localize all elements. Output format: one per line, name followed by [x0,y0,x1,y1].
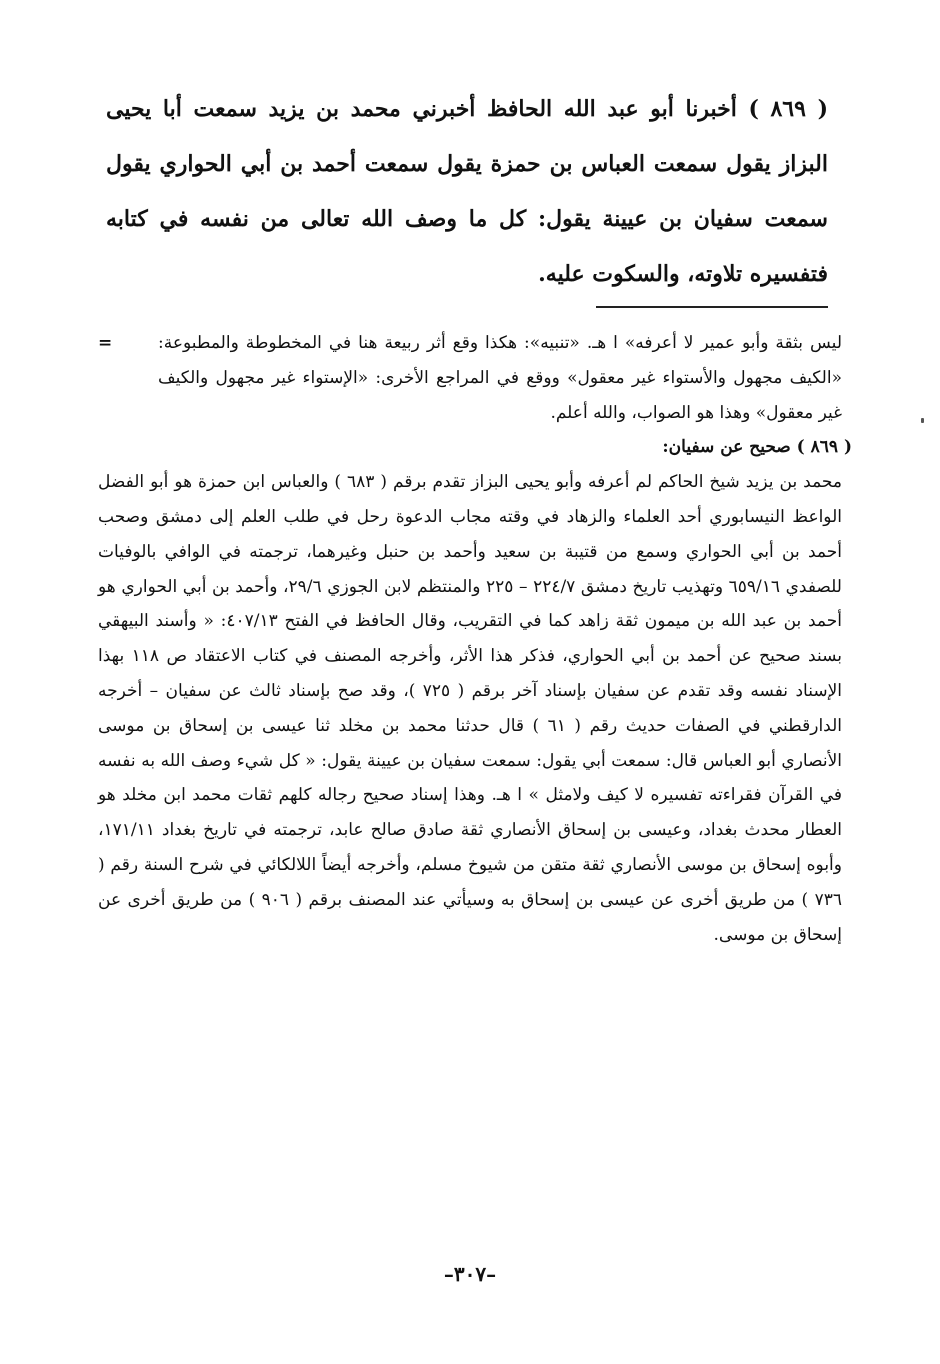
footnotes-section [98,326,852,952]
margin-mark [921,418,924,423]
continuation-text: ليس بثقة وأبو عمير لا أعرفه» ا هـ. «تنبيه»: هكذا وقع أثر ربيعة هنا في المخطوطة والمطبوعة: «الكيف مجهول والأستواء غير معقول» ووقع في المراجع الأخرى: «الإستواء غير مجهول والكيف غير معقول» وهذا هو الصواب، والله أعلم. [158,333,842,423]
main-paragraph-block [106,82,828,302]
continuation-mark: = [98,333,113,353]
footnote-continuation [98,326,842,430]
main-paragraph: ( ٨٦٩ ) أخبرنا أبو عبد الله الحافظ أخبرني محمد بن يزيد سمعت أبا يحيى البزاز يقول سمعت العباس بن حمزة يقول سمعت أحمد بن أبي الحواري يقول سمعت سفيان بن عيينة يقول: كل ما وصف الله تعالى من نفسه في كتابه فتفسيره تلاوته، والسكوت عليه. [106,96,828,287]
footnote-body: محمد بن يزيد شيخ الحاكم لم أعرفه وأبو يحيى البزاز تقدم برقم ( ٦٨٣ ) والعباس ابن حمزة هو أبو الفضل الواعظ النيسابوري أحد العلماء والزهاد في وقته مجاب الدعوة رحل في طلب العلم إلى دمشق وصحب أحمد بن أبي الحواري وسمع من قتيبة بن سعيد وأحمد بن حنبل وغيرهما، ترجمته في الوافي بالوفيات للصفدي ٦٥٩/١٦ وتهذيب تاريخ دمشق ٢٢٤/٧ – ٢٢٥ والمنتظم لابن الجوزي ٢٩/٦، وأحمد بن أبي الحواري هو أحمد بن عبد الله بن ميمون ثقة زاهد كما في التقريب، وقال الحافظ في الفتح ٤٠٧/١٣: « وأسند البيهقي بسند صحيح عن أحمد بن أبي الحواري، فذكر هذا الأثر، وأخرجه المصنف في كتاب الاعتقاد ص ١١٨ بهذا الإسناد نفسه وقد تقدم عن سفيان بإسناد آخر برقم ( ٧٢٥ )، وقد صح بإسناد ثالث عن سفيان – أخرجه الدارقطني في الصفات حديث رقم ( ٦١ ) قال حدثنا محمد بن مخلد ثنا عيسى بن إسحاق بن موسى الأنصاري أبو العباس قال: سمعت أبي يقول: سمعت سفيان بن عيينة يقول: « كل شيء وصف الله به نفسه في القرآن فقراءته تفسيره لا كيف ولامثل » ا هـ. وهذا إسناد صحيح رجاله كلهم ثقات محمد ابن مخلد هو العطار محدث بغداد، وعيسى بن إسحاق الأنصاري ثقة صادق صالح عابد، ترجمته في تاريخ بغداد ١٧١/١١، وأبوه إسحاق بن موسى الأنصاري ثقة متقن من شيوخ مسلم، وأخرجه أيضاً اللالكائي في شرح السنة رقم ( ٧٣٦ ) من طريق أخرى عن عيسى بن إسحاق به وسيأتي عند المصنف برقم ( ٩٠٦ ) من طريق أخرى عن إسحاق بن موسى. [98,472,843,945]
page-number: –٣٠٧– [443,1262,497,1286]
footnote-separator [596,306,828,308]
footnote-heading: ( ٨٦٩ ) صحيح عن سفيان: [662,437,852,458]
